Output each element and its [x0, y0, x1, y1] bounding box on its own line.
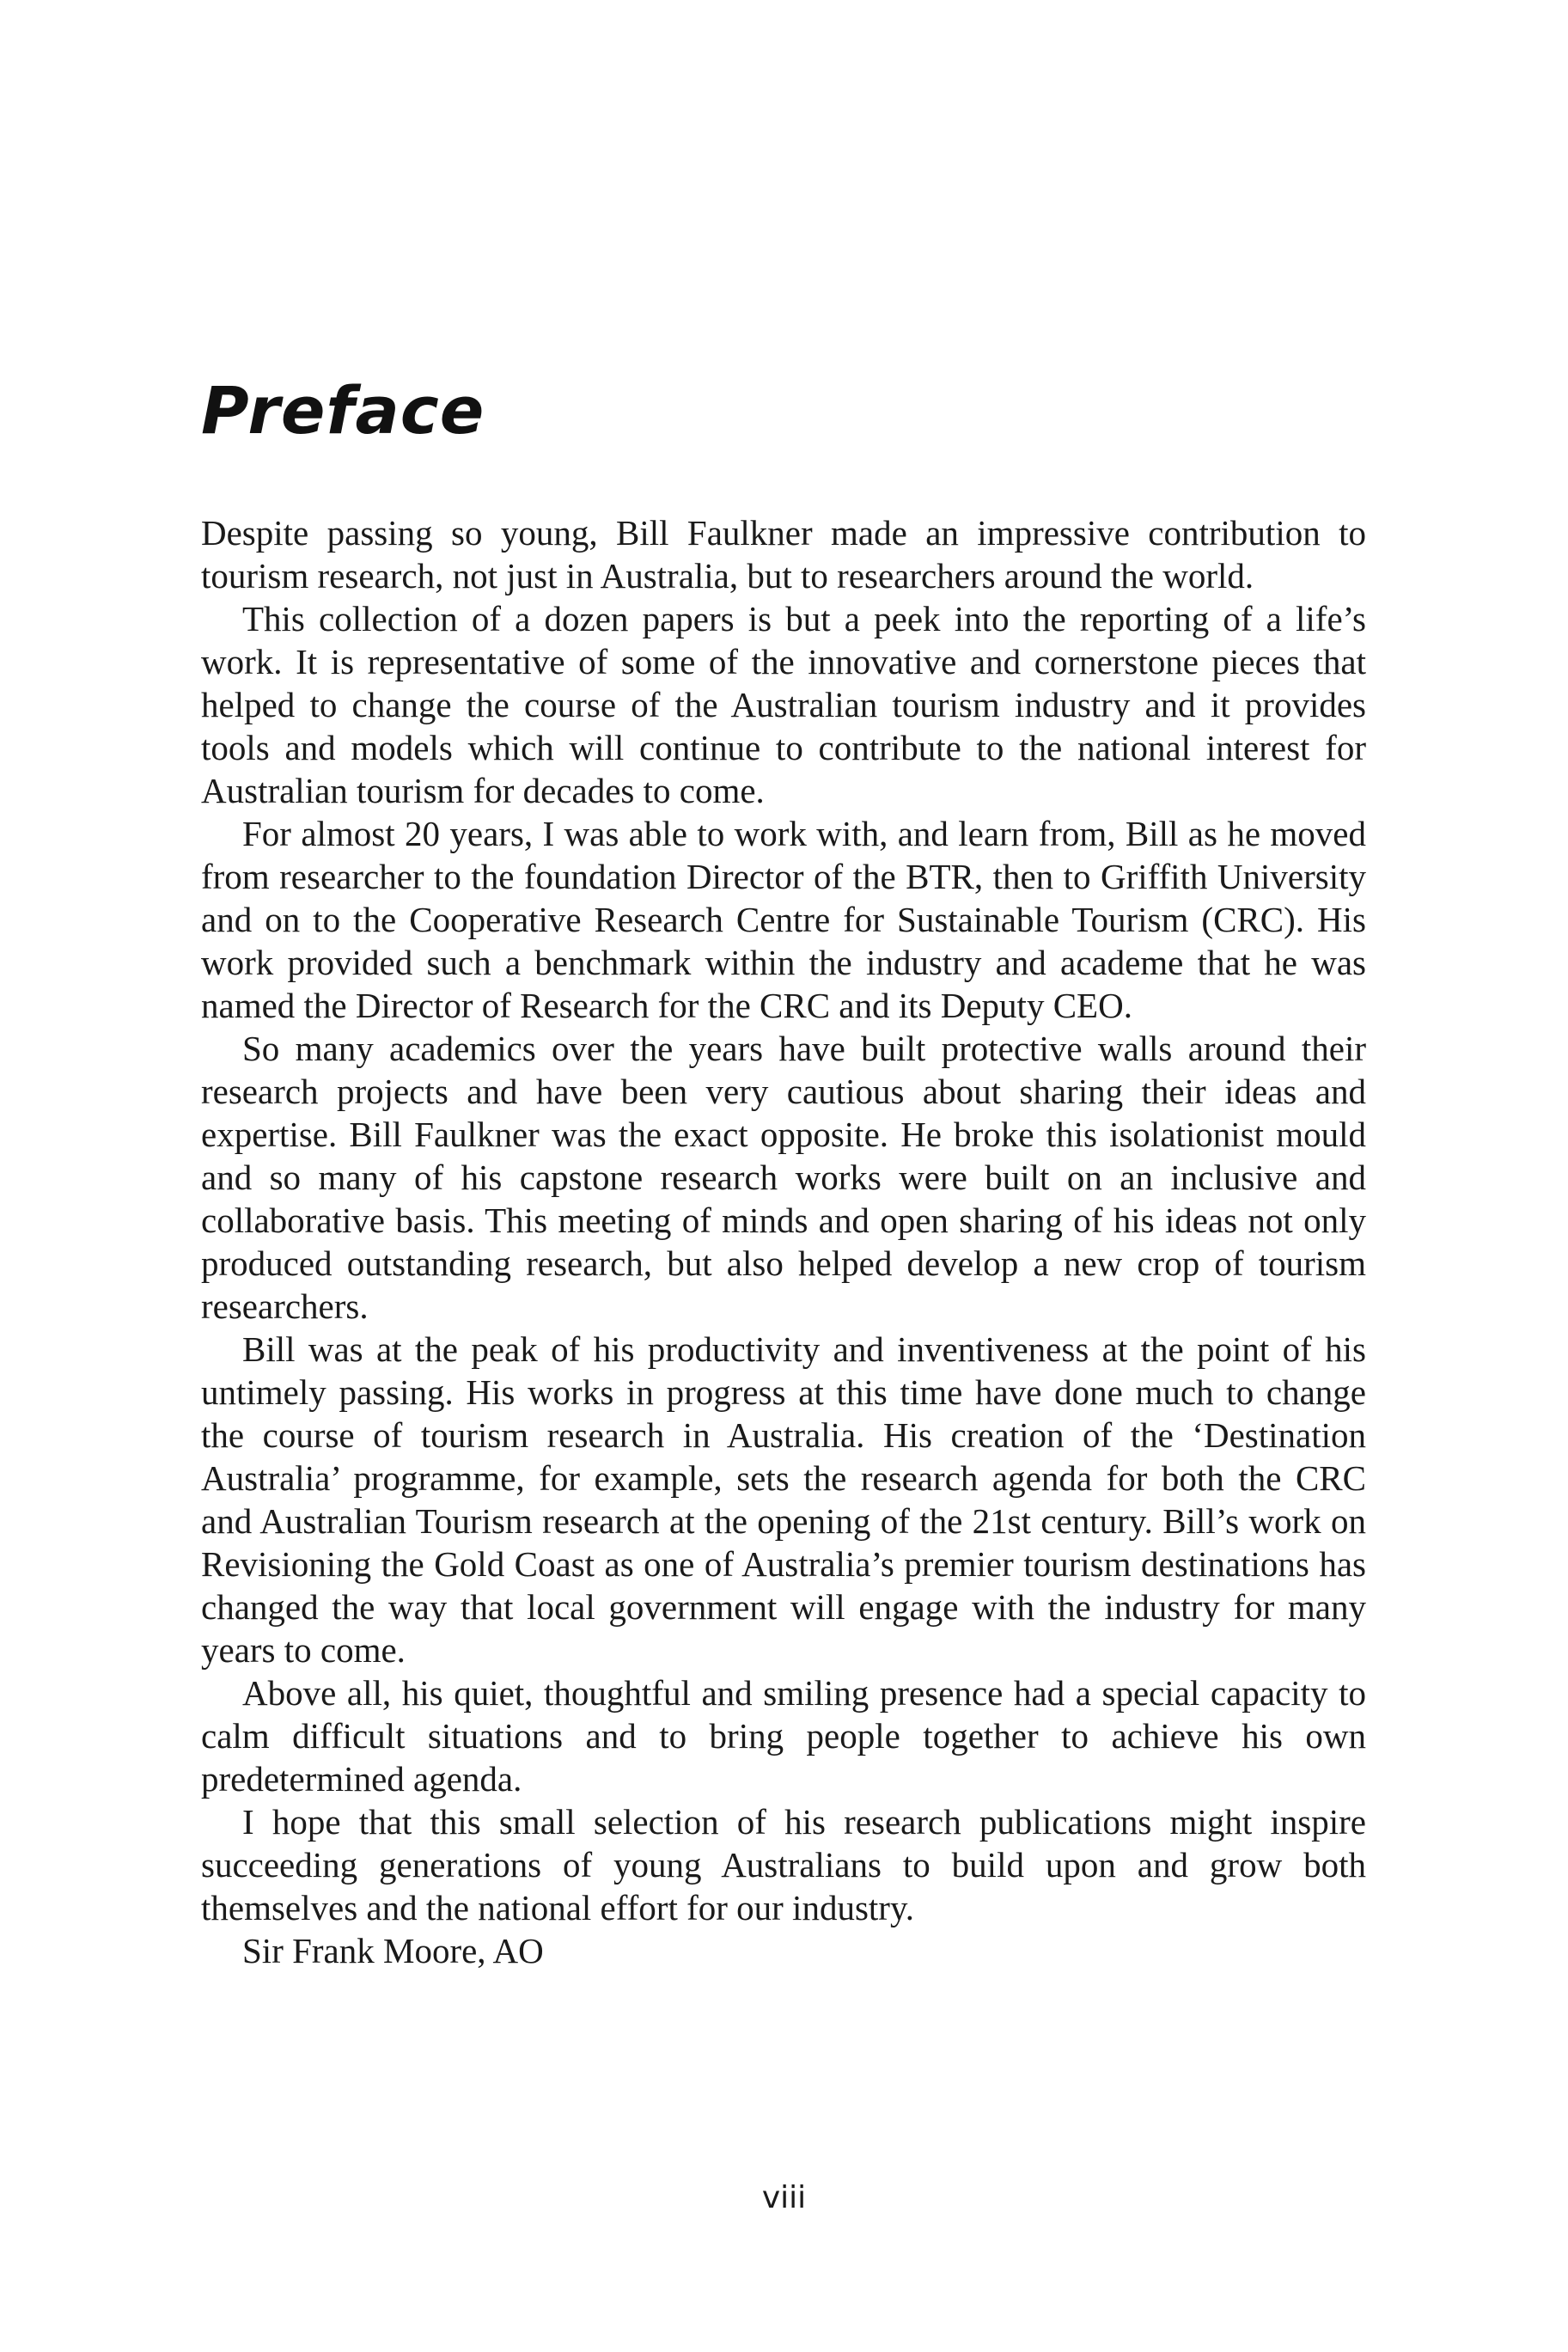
paragraph-2: This collection of a dozen papers is but a peek into the reporting of a life’s work. It is representative of some of the innovative and cornerstone pieces that helped to change the course of the Australian tourism industry and it provides tools and models which will continue to contribute to the national interest for Australian tourism for decades to come. — [201, 599, 1366, 810]
paragraph-1: Despite passing so young, Bill Faulkner made an impressive contribution to tourism research, not just in Australia, but to researchers around the world. — [201, 513, 1366, 596]
paragraph-6: Above all, his quiet, thoughtful and smiling presence had a special capacity to calm difficult situations and to bring people together to achieve his own predetermined agenda. — [201, 1673, 1366, 1799]
paragraph-5: Bill was at the peak of his productivity and inventiveness at the point of his untimely passing. His works in progress at this time have done much to change the course of tourism research in Australia. His creation of the ‘Destination Australia’ programme, for example, sets the research agenda for both the CRC and Australian Tourism research at the opening of the 21st century. Bill’s work on Revisioning the Gold Coast as one of Australia’s premier tourism destinations has changed the way that local government will engage with the industry for many years to come. — [201, 1329, 1366, 1670]
preface-body — [201, 511, 1366, 1972]
paragraph-3: For almost 20 years, I was able to work with, and learn from, Bill as he moved from researcher to the foundation Director of the BTR, then to Griffith University and on to the Cooperative Research Centre for Sustainable Tourism (CRC). His work provided such a benchmark within the industry and academe that he was named the Director of Research for the CRC and its Deputy CEO. — [201, 814, 1366, 1025]
page-number: viii — [761, 2180, 807, 2215]
paragraph-4: So many academics over the years have built protective walls around their research projects and have been very cautious about sharing their ideas and expertise. Bill Faulkner was the exact opposite. He broke this isolationist mould and so many of his capstone research works were built on an inclusive and collaborative basis. This meeting of minds and open sharing of his ideas not only produced outstanding research, but also helped develop a new crop of tourism researchers. — [201, 1029, 1366, 1326]
page-title: Preface — [201, 372, 485, 449]
paragraph-7: I hope that this small selection of his research publications might inspire succeeding generations of young Australians to build upon and grow both themselves and the national effort for our industry. — [201, 1802, 1366, 1927]
author-signature: Sir Frank Moore, AO — [242, 1931, 544, 1970]
